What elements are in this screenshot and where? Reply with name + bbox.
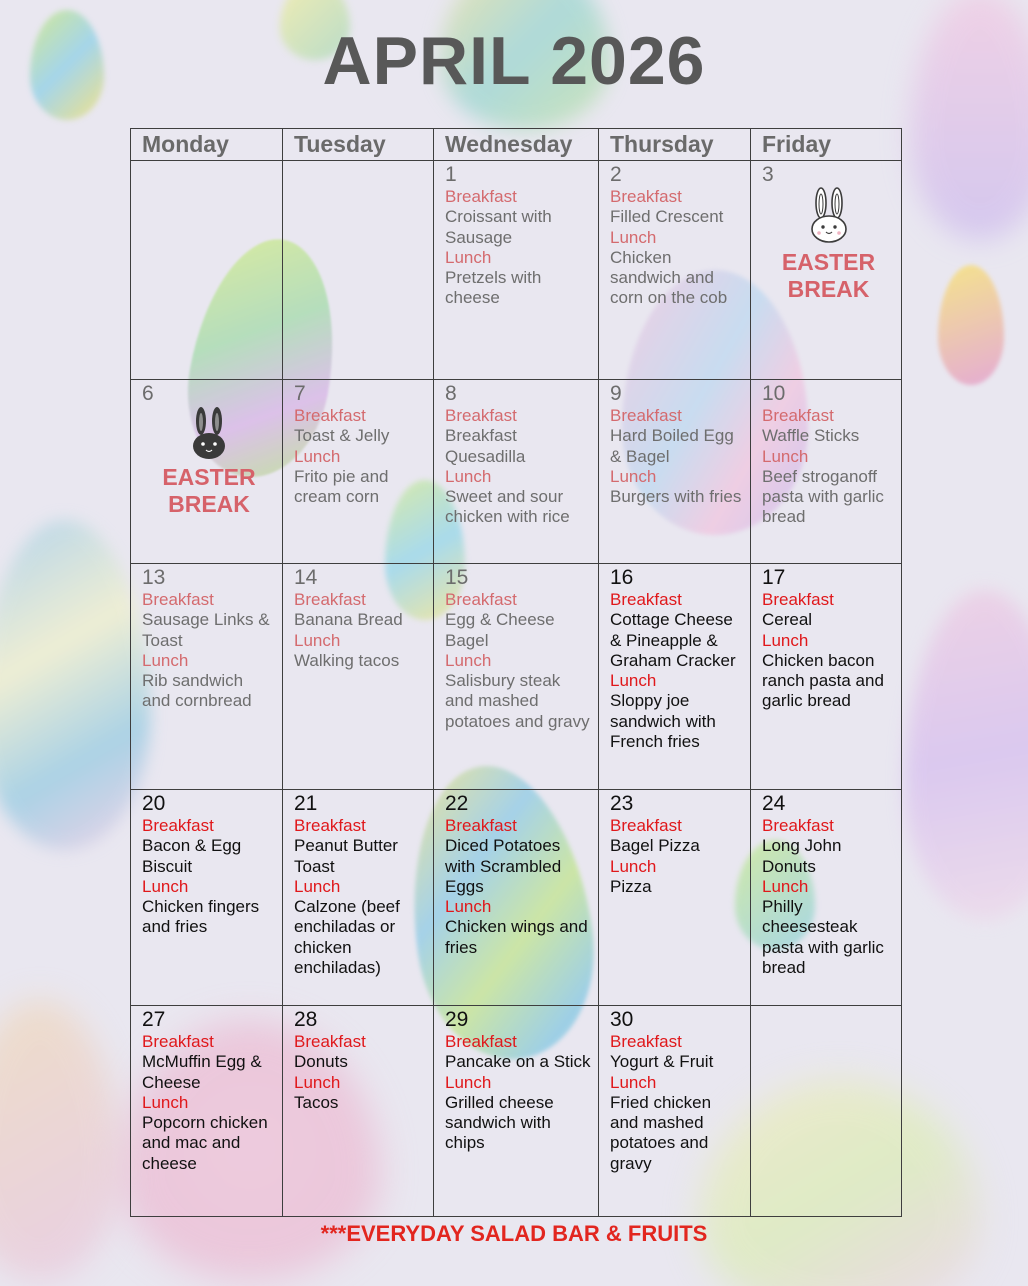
lunch-label: Lunch — [610, 466, 657, 486]
day-cell — [751, 564, 902, 790]
breakfast-item: Banana Bread — [294, 610, 403, 630]
lunch-item: Beef stroganoff pasta with garlic bread — [762, 466, 884, 527]
easter-break-line2: BREAK — [168, 491, 250, 517]
day-number: 3 — [762, 163, 774, 186]
day-number: 10 — [762, 382, 786, 405]
lunch-item: Chicken bacon ranch pasta and garlic bread — [762, 650, 884, 711]
day-number: 27 — [142, 1008, 166, 1031]
day-cell — [599, 790, 751, 1006]
lunch-label: Lunch — [142, 876, 189, 896]
lunch-item: Chicken fingers and fries — [142, 897, 260, 937]
lunch-label: Lunch — [610, 856, 657, 876]
empty-day-cell — [751, 1006, 902, 1217]
day-number: 29 — [445, 1008, 469, 1031]
day-cell — [283, 380, 434, 564]
day-cell — [751, 380, 902, 564]
lunch-item: Grilled cheese sandwich with chips — [445, 1092, 554, 1153]
lunch-label: Lunch — [142, 1092, 189, 1112]
day-number: 14 — [294, 566, 318, 589]
breakfast-item: Donuts — [294, 1052, 348, 1072]
breakfast-item: Yogurt & Fruit — [610, 1052, 714, 1072]
day-cell — [283, 790, 434, 1006]
breakfast-label: Breakfast — [762, 816, 834, 835]
week-row — [131, 790, 902, 1006]
breakfast-item: Long John Donuts — [762, 836, 842, 876]
salad-bar-note: ***EVERYDAY SALAD BAR & FRUITS — [320, 1221, 708, 1246]
breakfast-item: Cereal — [762, 610, 813, 630]
week-row — [131, 564, 902, 790]
breakfast-label: Breakfast — [445, 816, 517, 835]
breakfast-item: Waffle Sticks — [762, 426, 860, 446]
lunch-label: Lunch — [294, 1072, 341, 1092]
lunch-item: Chicken wings and fries — [445, 917, 588, 957]
weekday-header-tuesday: Tuesday — [283, 129, 434, 161]
breakfast-label: Breakfast — [294, 406, 366, 425]
lunch-label: Lunch — [762, 630, 809, 650]
breakfast-label: Breakfast — [610, 1032, 682, 1051]
breakfast-label: Breakfast — [610, 187, 682, 206]
lunch-label: Lunch — [610, 1072, 657, 1092]
breakfast-item: Filled Crescent — [610, 207, 724, 227]
day-cell — [434, 1006, 599, 1217]
lunch-label: Lunch — [445, 650, 492, 670]
weekday-header-friday: Friday — [751, 129, 902, 161]
weekday-header-row — [131, 129, 902, 161]
breakfast-item: Peanut Butter Toast — [294, 836, 398, 876]
weekday-header-monday: Monday — [131, 129, 283, 161]
breakfast-item: Bagel Pizza — [610, 836, 700, 856]
day-number: 8 — [445, 382, 457, 405]
bunny-dark-icon — [189, 406, 229, 462]
day-cell — [131, 380, 283, 564]
day-number: 21 — [294, 792, 318, 815]
breakfast-label: Breakfast — [762, 590, 834, 609]
day-cell — [599, 161, 751, 380]
week-row — [131, 380, 902, 564]
empty-day-cell — [283, 161, 434, 380]
breakfast-label: Breakfast — [610, 816, 682, 835]
easter-break-line1: EASTER — [162, 464, 256, 490]
bunny-outline-icon — [807, 187, 851, 245]
day-cell — [434, 564, 599, 790]
breakfast-label: Breakfast — [610, 590, 682, 609]
breakfast-label: Breakfast — [445, 406, 517, 425]
day-number: 9 — [610, 382, 622, 405]
breakfast-item: Bacon & Egg Biscuit — [142, 836, 242, 876]
day-cell — [751, 790, 902, 1006]
lunch-item: Calzone (beef enchiladas or chicken enchiladas) — [294, 897, 400, 978]
day-cell — [283, 1006, 434, 1217]
breakfast-label: Breakfast — [445, 187, 517, 206]
lunch-item: Tacos — [294, 1092, 339, 1112]
easter-break-notice — [762, 187, 895, 303]
lunch-item: Burgers with fries — [610, 487, 742, 507]
day-cell — [131, 1006, 283, 1217]
lunch-item: Rib sandwich and cornbread — [142, 671, 252, 711]
lunch-item: Walking tacos — [294, 650, 400, 670]
lunch-item: Pizza — [610, 876, 652, 896]
breakfast-item: Croissant with Sausage — [445, 207, 552, 247]
breakfast-item: Breakfast Quesadilla — [445, 426, 526, 466]
calendar-grid — [130, 128, 902, 1217]
breakfast-label: Breakfast — [142, 1032, 214, 1051]
day-number: 1 — [445, 163, 457, 186]
lunch-item: Chicken sandwich and corn on the cob — [610, 247, 728, 308]
day-number: 30 — [610, 1008, 634, 1031]
page-title: APRIL 2026 — [322, 23, 706, 99]
lunch-label: Lunch — [610, 671, 657, 691]
lunch-label: Lunch — [762, 446, 809, 466]
day-number: 13 — [142, 566, 166, 589]
breakfast-label: Breakfast — [445, 590, 517, 609]
lunch-item: Pretzels with cheese — [445, 268, 542, 308]
breakfast-item: Pancake on a Stick — [445, 1052, 591, 1072]
breakfast-label: Breakfast — [294, 590, 366, 609]
day-cell — [131, 790, 283, 1006]
breakfast-item: McMuffin Egg & Cheese — [142, 1052, 262, 1092]
lunch-item: Philly cheesesteak pasta with garlic bread — [762, 897, 884, 978]
day-number: 23 — [610, 792, 634, 815]
breakfast-label: Breakfast — [142, 816, 214, 835]
breakfast-label: Breakfast — [142, 590, 214, 609]
lunch-label: Lunch — [445, 466, 492, 486]
day-number: 24 — [762, 792, 786, 815]
lunch-label: Lunch — [294, 876, 341, 896]
day-number: 2 — [610, 163, 622, 186]
easter-break-line1: EASTER — [781, 249, 876, 275]
empty-day-cell — [131, 161, 283, 380]
lunch-label: Lunch — [445, 897, 492, 917]
day-cell — [751, 161, 902, 380]
breakfast-item: Sausage Links & Toast — [142, 610, 270, 650]
lunch-label: Lunch — [762, 876, 809, 896]
lunch-label: Lunch — [294, 630, 341, 650]
lunch-item: Sloppy joe sandwich with French fries — [610, 691, 716, 752]
day-number: 16 — [610, 566, 634, 589]
breakfast-label: Breakfast — [610, 406, 682, 425]
lunch-label: Lunch — [610, 227, 657, 247]
weekday-header-thursday: Thursday — [599, 129, 751, 161]
breakfast-item: Egg & Cheese Bagel — [445, 610, 555, 650]
day-number: 6 — [142, 382, 154, 405]
day-number: 28 — [294, 1008, 318, 1031]
day-cell — [434, 380, 599, 564]
easter-break-line2: BREAK — [787, 276, 870, 302]
lunch-item: Frito pie and cream corn — [294, 466, 389, 507]
easter-break-notice — [142, 406, 276, 518]
week-row — [131, 1006, 902, 1217]
day-cell — [434, 161, 599, 380]
breakfast-label: Breakfast — [294, 816, 366, 835]
day-cell — [599, 380, 751, 564]
day-number: 22 — [445, 792, 469, 815]
breakfast-item: Cottage Cheese & Pineapple & Graham Cracker — [610, 610, 736, 670]
menu-calendar — [130, 128, 902, 1217]
day-number: 17 — [762, 566, 786, 589]
lunch-label: Lunch — [445, 1072, 492, 1092]
lunch-label: Lunch — [142, 650, 189, 670]
week-row — [131, 161, 902, 380]
lunch-item: Salisbury steak and mashed potatoes and gravy — [445, 671, 590, 731]
breakfast-item: Hard Boiled Egg & Bagel — [610, 426, 734, 466]
day-cell — [599, 564, 751, 790]
breakfast-label: Breakfast — [445, 1032, 517, 1051]
lunch-item: Fried chicken and mashed potatoes and gravy — [610, 1092, 712, 1173]
day-cell — [434, 790, 599, 1006]
day-number: 7 — [294, 382, 306, 405]
day-cell — [131, 564, 283, 790]
breakfast-item: Toast & Jelly — [294, 426, 390, 446]
breakfast-label: Breakfast — [762, 406, 834, 425]
lunch-item: Popcorn chicken and mac and cheese — [142, 1113, 268, 1173]
breakfast-item: Diced Potatoes with Scrambled Eggs — [445, 836, 562, 896]
lunch-label: Lunch — [445, 247, 492, 267]
lunch-label: Lunch — [294, 446, 341, 466]
day-cell — [599, 1006, 751, 1217]
day-cell — [283, 564, 434, 790]
weekday-header-wednesday: Wednesday — [434, 129, 599, 161]
day-number: 15 — [445, 566, 469, 589]
breakfast-label: Breakfast — [294, 1032, 366, 1051]
day-number: 20 — [142, 792, 166, 815]
lunch-item: Sweet and sour chicken with rice — [445, 487, 570, 527]
